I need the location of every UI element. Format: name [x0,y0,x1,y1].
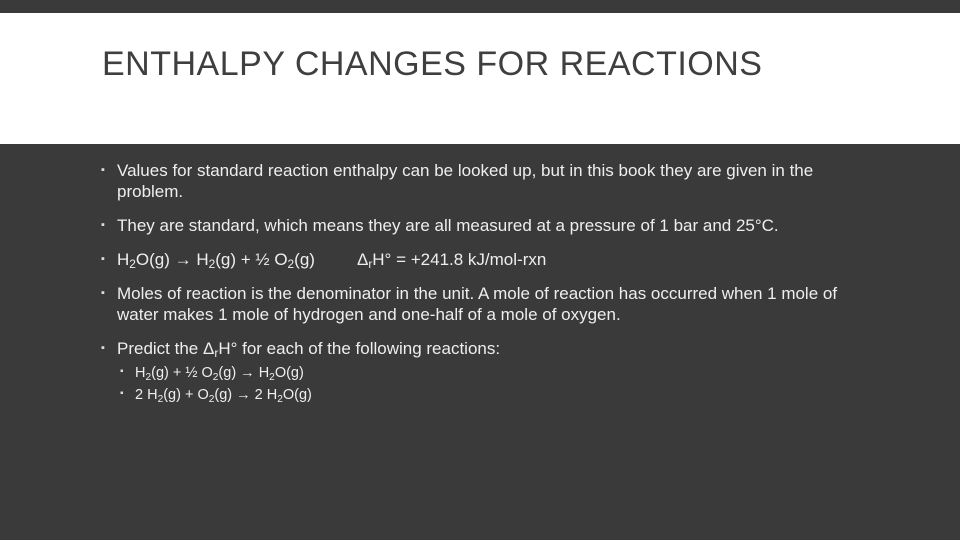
bullet-reference-values [101,160,881,202]
bullet-icon: ▪ [101,287,105,299]
bullet-text: Predict the $\Delta_rH^\circ$ for each of the following reactions: [117,339,501,360]
bullet-icon: ▪ [120,366,124,377]
bullet-moles-of-reaction [101,283,881,325]
slide-title: ENTHALPY CHANGES FOR REACTIONS [102,45,763,83]
bullet-icon: ▪ [101,219,105,231]
bullet-predict [101,338,881,359]
bullet-icon: ▪ [120,388,124,399]
reaction-item: ▪ 2 $H_2(g) + O_2(g) \to 2$ $H_2O(g)$ [101,384,881,406]
bullet-text: They are standard, which means they are all measured at a pressure of 1 bar and 25°C. [117,216,779,235]
enthalpy-value: $\Delta_rH^\circ = +241.8$ kJ/mol-rxn [356,250,547,271]
equation: $H_2O(g) \to H_2(g)$ + ½ $O_2(g)$ [117,250,315,271]
bullet-icon: ▪ [101,342,105,354]
bullet-standard-conditions [101,215,881,236]
reaction-item: ▪ $H_2(g)$ + ½ $O_2(g) \to H_2O(g)$ [101,362,881,384]
bullet-icon: ▪ [101,253,105,265]
reaction-list [101,362,881,406]
bullet-icon: ▪ [101,164,105,176]
bullet-text: Moles of reaction is the denominator in the unit. A mole of reaction has occurred when 1 mole of water makes 1 mole of hydrogen and one-half of a mole of oxygen. [117,284,838,324]
slide-content [101,160,881,406]
bullet-water-decomposition [101,249,881,270]
bullet-text: Values for standard reaction enthalpy can be looked up, but in this book they are given in the problem. [117,161,814,201]
top-bar [0,0,960,13]
